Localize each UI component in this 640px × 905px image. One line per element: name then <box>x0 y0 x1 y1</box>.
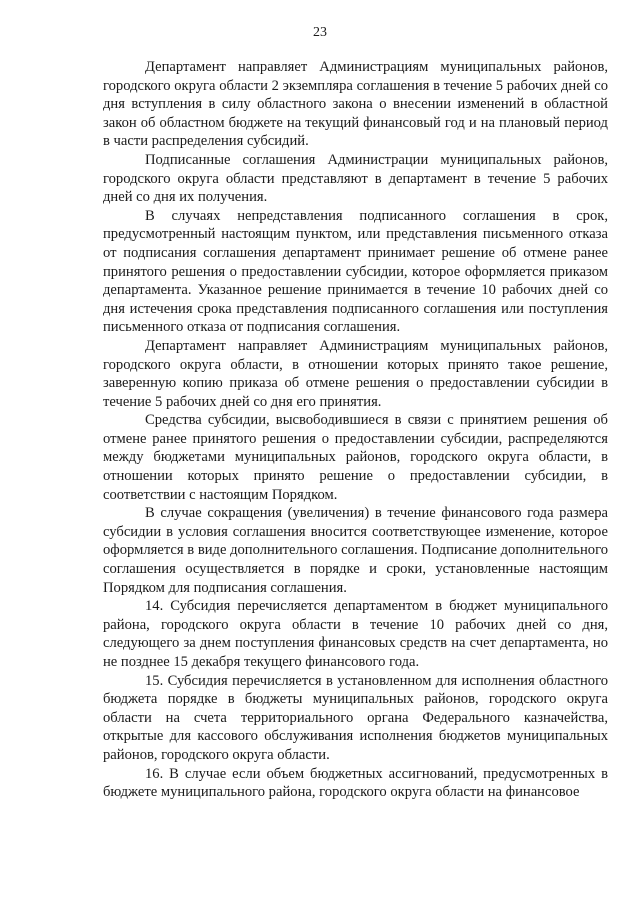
paragraph-item-15: 15. Субсидия перечисляется в установленном для исполнения областного бюджета порядке в бюджеты муниципальных районов, городского округа области на счета территориального органа Федерального казначейства, открытые для кассового обслуживания исполнения бюджетов муниципальных районов, городского округа области. <box>103 672 608 763</box>
paragraph-non-submission: В случаях непредставления подписанного соглашения в срок, предусмотренный настоящим пунктом, или представления письменного отказа от подписания соглашения департамент принимает решение об отмене ранее принятого решения о предоставлении субсидии, которое оформляется приказом департамента. Указанное решение принимается в течение 10 рабочих дней со дня истечения срока представления подписанного соглашения или поступления письменного отказа от подписания соглашения. <box>103 207 608 336</box>
paragraph-signed-agreements: Подписанные соглашения Администрации муниципальных районов, городского округа области представляют в департамент в течение 5 рабочих дней со дня их получения. <box>103 151 608 206</box>
document-body <box>103 58 608 802</box>
paragraph-item-16: 16. В случае если объем бюджетных ассигнований, предусмотренных в бюджете муниципального района, городского округа области на финансовое <box>103 765 608 801</box>
paragraph-subsidy-change: В случае сокращения (увеличения) в течение финансового года размера субсидии в условия соглашения вносится соответствующее изменение, которое оформляется в виде дополнительного соглашения. Подписание дополнительного соглашения осуществляется в порядке и сроки, установленные настоящим Порядком для подписания соглашения. <box>103 505 608 596</box>
paragraph-department-sends-agreements: Департамент направляет Администрациям муниципальных районов, городского округа области 2 экземпляра соглашения в течение 5 рабочих дней со дня вступления в силу областного закона о внесении изменений в областной закон об областном бюджете на текущий финансовый год и на плановый период в части распределения субсидий. <box>103 59 608 150</box>
paragraph-item-14: 14. Субсидия перечисляется департаментом в бюджет муниципального района, городского округа области в течение 10 рабочих дней со дня, следующего за днем поступления финансовых средств на счет департамента, но не позднее 15 декабря текущего финансового года. <box>103 598 608 670</box>
paragraph-released-funds: Средства субсидии, высвободившиеся в связи с принятием решения об отмене ранее принятого решения о предоставлении субсидии, распределяются между бюджетами муниципальных районов, городского округа области, в отношении которых принято решение о предоставлении субсидии, в соответствии с настоящим Порядком. <box>103 412 608 503</box>
paragraph-department-sends-order-copy: Департамент направляет Администрациям муниципальных районов, городского округа области, в отношении которых принято такое решение, заверенную копию приказа об отмене решения о предоставлении субсидии в течение 5 рабочих дней со дня его принятия. <box>103 337 608 410</box>
page-number: 23 <box>313 25 327 40</box>
